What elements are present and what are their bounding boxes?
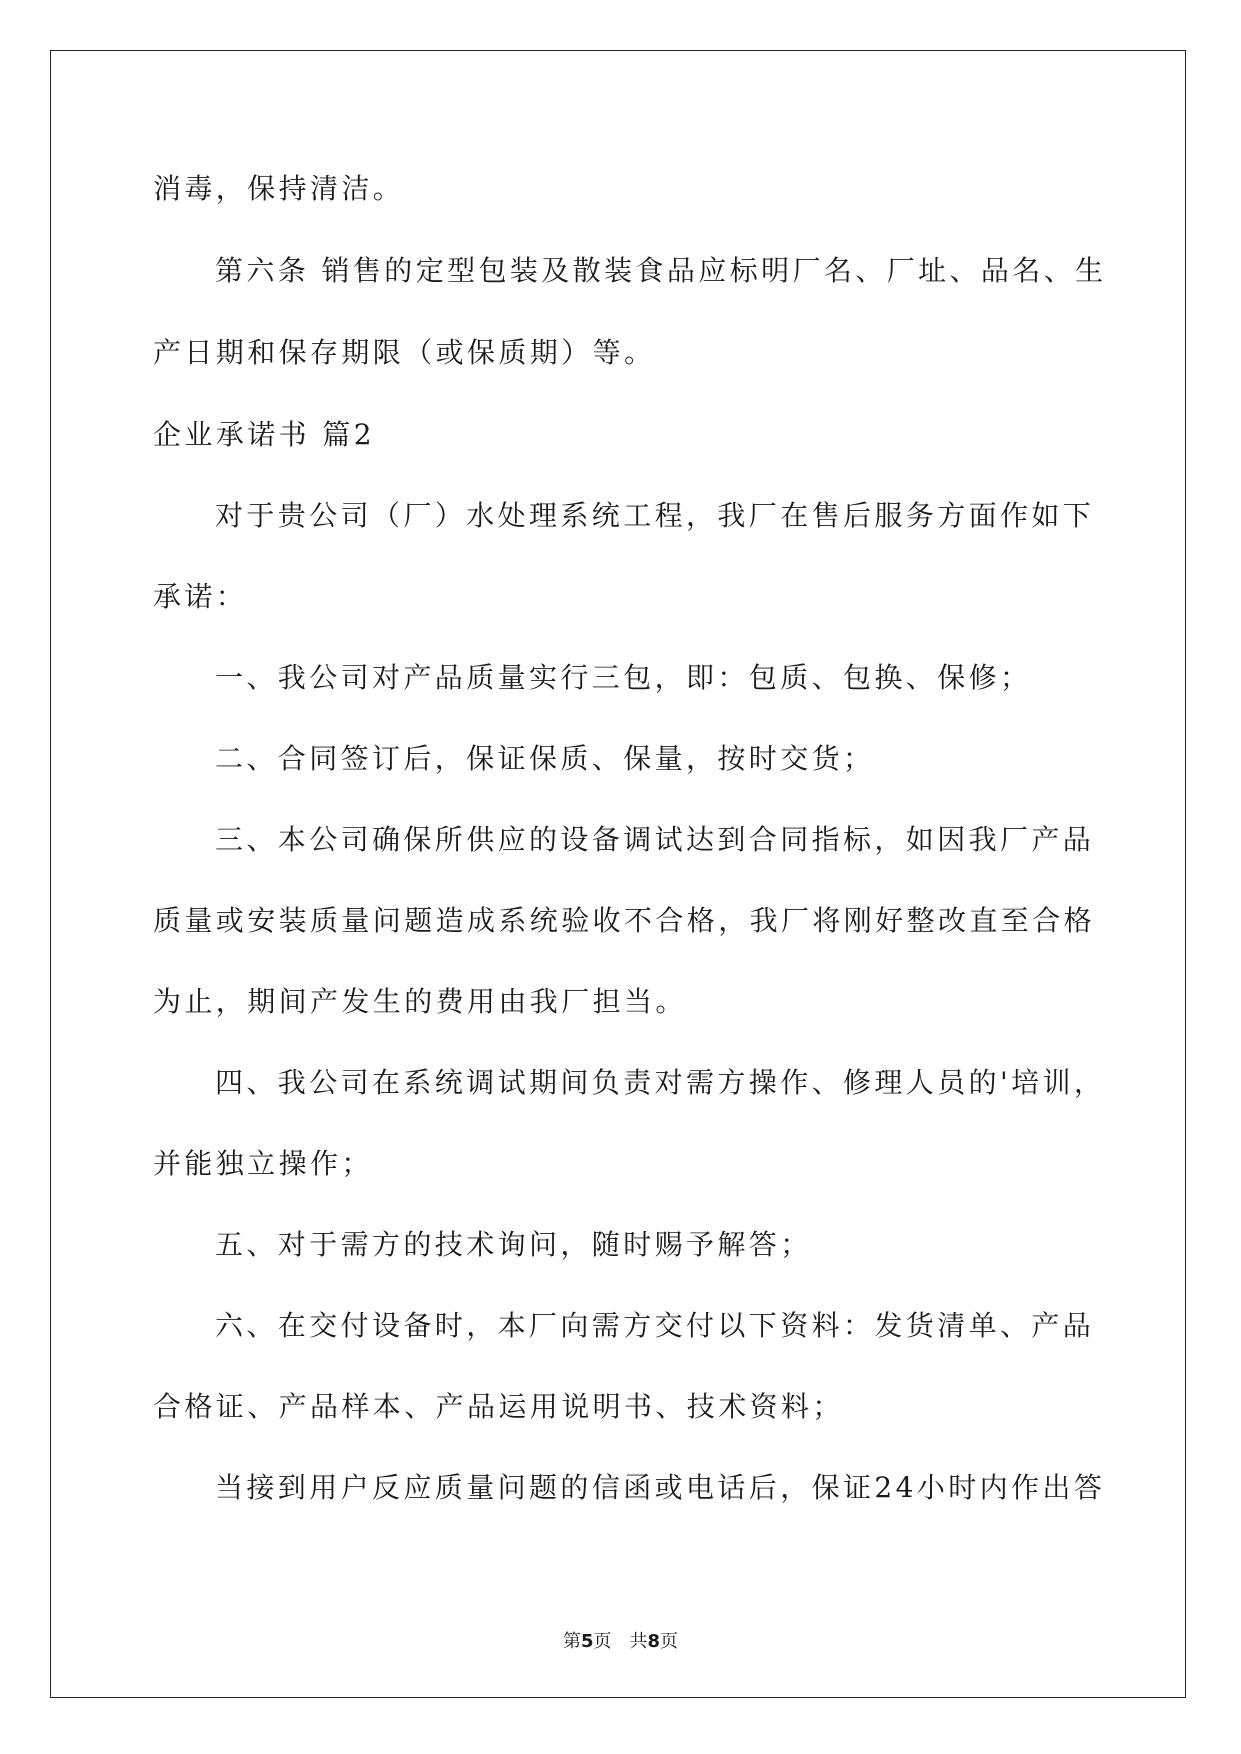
- text-line: 为止，期间产发生的费用由我厂担当。: [153, 985, 687, 1018]
- text-line: 二、合同签订后，保证保质、保量，按时交货；: [215, 742, 875, 775]
- footer-mid: 页 共: [593, 1631, 648, 1652]
- text-line: 消毒，保持清洁。: [153, 172, 405, 205]
- text-line: 一、我公司对产品质量实行三包，即：包质、包换、保修；: [215, 661, 1032, 694]
- text-line: 四、我公司在系统调试期间负责对需方操作、修理人员的'培训，: [215, 1066, 1106, 1099]
- text-line: 承诺：: [153, 580, 248, 613]
- page-border: [50, 50, 1186, 1698]
- text-line: 质量或安装质量问题造成系统验收不合格，我厂将刚好整改直至合格: [153, 904, 1096, 937]
- section-heading: 企业承诺书 篇2: [153, 418, 375, 451]
- current-page-number: 5: [580, 1631, 594, 1652]
- text-line: 产日期和保存期限（或保质期）等。: [153, 336, 656, 369]
- text-line: 第六条 销售的定型包装及散装食品应标明厂名、厂址、品名、生: [215, 254, 1107, 287]
- footer-suffix: 页: [660, 1631, 679, 1652]
- page-footer: [0, 1631, 1241, 1653]
- text-line: 三、本公司确保所供应的设备调试达到合同指标，如因我厂产品: [215, 823, 1095, 856]
- text-line: 并能独立操作；: [153, 1147, 373, 1180]
- text-line: 当接到用户反应质量问题的信函或电话后，保证24小时内作出答: [215, 1471, 1106, 1504]
- total-pages-number: 8: [647, 1631, 661, 1652]
- text-line: 六、在交付设备时，本厂向需方交付以下资料：发货清单、产品: [215, 1309, 1095, 1342]
- text-line: 对于贵公司（厂）水处理系统工程，我厂在售后服务方面作如下: [215, 499, 1095, 532]
- text-line: 合格证、产品样本、产品运用说明书、技术资料；: [153, 1390, 844, 1423]
- footer-prefix: 第: [562, 1631, 581, 1652]
- text-line: 五、对于需方的技术询问，随时赐予解答；: [215, 1228, 812, 1261]
